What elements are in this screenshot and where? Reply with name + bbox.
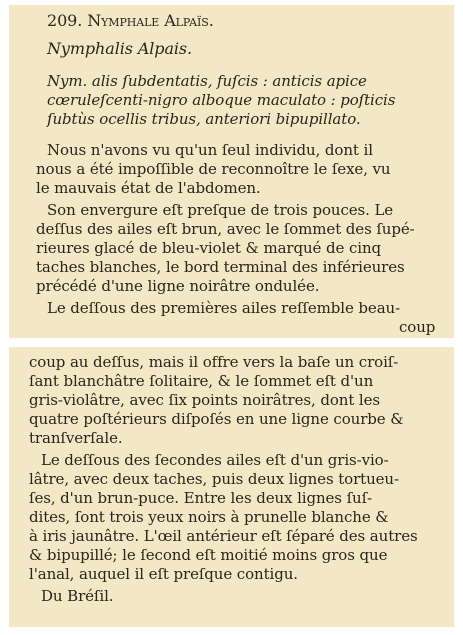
entry-title: Nymphale Alpaïs. <box>87 11 214 30</box>
body-line: nous a été impoſſible de reconnoître le ſexe, vu <box>36 160 391 178</box>
body-line: le mauvais état de l'abdomen. <box>36 179 261 197</box>
body-line: ſes, d'un brun-puce. Entre les deux lignes ſuſ- <box>29 489 373 507</box>
body-line: taches blanches, le bord terminal des inférieures <box>36 258 405 276</box>
catchword: coup <box>399 318 436 336</box>
body-line: Le deſſous des premières ailes reſſemble beau- <box>47 299 401 317</box>
body-line: Nous n'avons vu qu'un ſeul individu, dont il <box>47 141 373 159</box>
body-line: deſſus des ailes eſt brun, avec le ſommet des ſupé- <box>36 220 415 238</box>
body-line: lâtre, avec deux taches, puis deux lignes tortueu- <box>29 470 399 488</box>
body-line: coup au deſſus, mais il offre vers la baſe un croiſ- <box>29 353 399 371</box>
body-line: Le deſſous des ſecondes ailes eſt d'un gris-vio- <box>41 451 389 469</box>
body-line: tranſverſale. <box>29 429 123 447</box>
body-line: quatre poſtérieurs diſpoſés en une ligne courbe & <box>29 410 404 428</box>
body-line: & bipupillé; le ſecond eſt moitié moins gros que <box>29 546 388 564</box>
entry-heading <box>47 12 214 30</box>
body-line: l'anal, auquel il eſt preſque contigu. <box>29 565 298 583</box>
body-line: dites, ſont trois yeux noirs à prunelle blanche & <box>29 508 389 526</box>
body-line: rieures glacé de bleu-violet & marqué de cinq <box>36 239 382 257</box>
body-line: Son envergure eſt preſque de trois pouces. Le <box>47 201 394 219</box>
latin-name: Nymphalis Alpais. <box>47 39 192 58</box>
body-line: Du Bréſil. <box>41 587 114 605</box>
bottom-page-scan <box>9 347 454 627</box>
top-page-scan <box>9 5 454 338</box>
body-line: gris-violâtre, avec ſix points noirâtres, dont les <box>29 391 380 409</box>
latin-diagnosis-line: cœruleſcenti-nigro alboque maculato : poſticis <box>47 91 396 109</box>
body-line: à iris jaunâtre. L'œil antérieur eſt ſéparé des autres <box>29 527 418 545</box>
body-line: précédé d'une ligne noirâtre ondulée. <box>36 277 320 295</box>
latin-diagnosis-line: Nym. alis ſubdentatis, fuſcis : anticis apice <box>47 72 367 90</box>
entry-number: 209. <box>47 11 83 30</box>
body-line: ſant blanchâtre ſolitaire, & le ſommet eſt d'un <box>29 372 374 390</box>
latin-diagnosis-line: ſubtùs ocellis tribus, anteriori bipupillato. <box>47 110 361 128</box>
